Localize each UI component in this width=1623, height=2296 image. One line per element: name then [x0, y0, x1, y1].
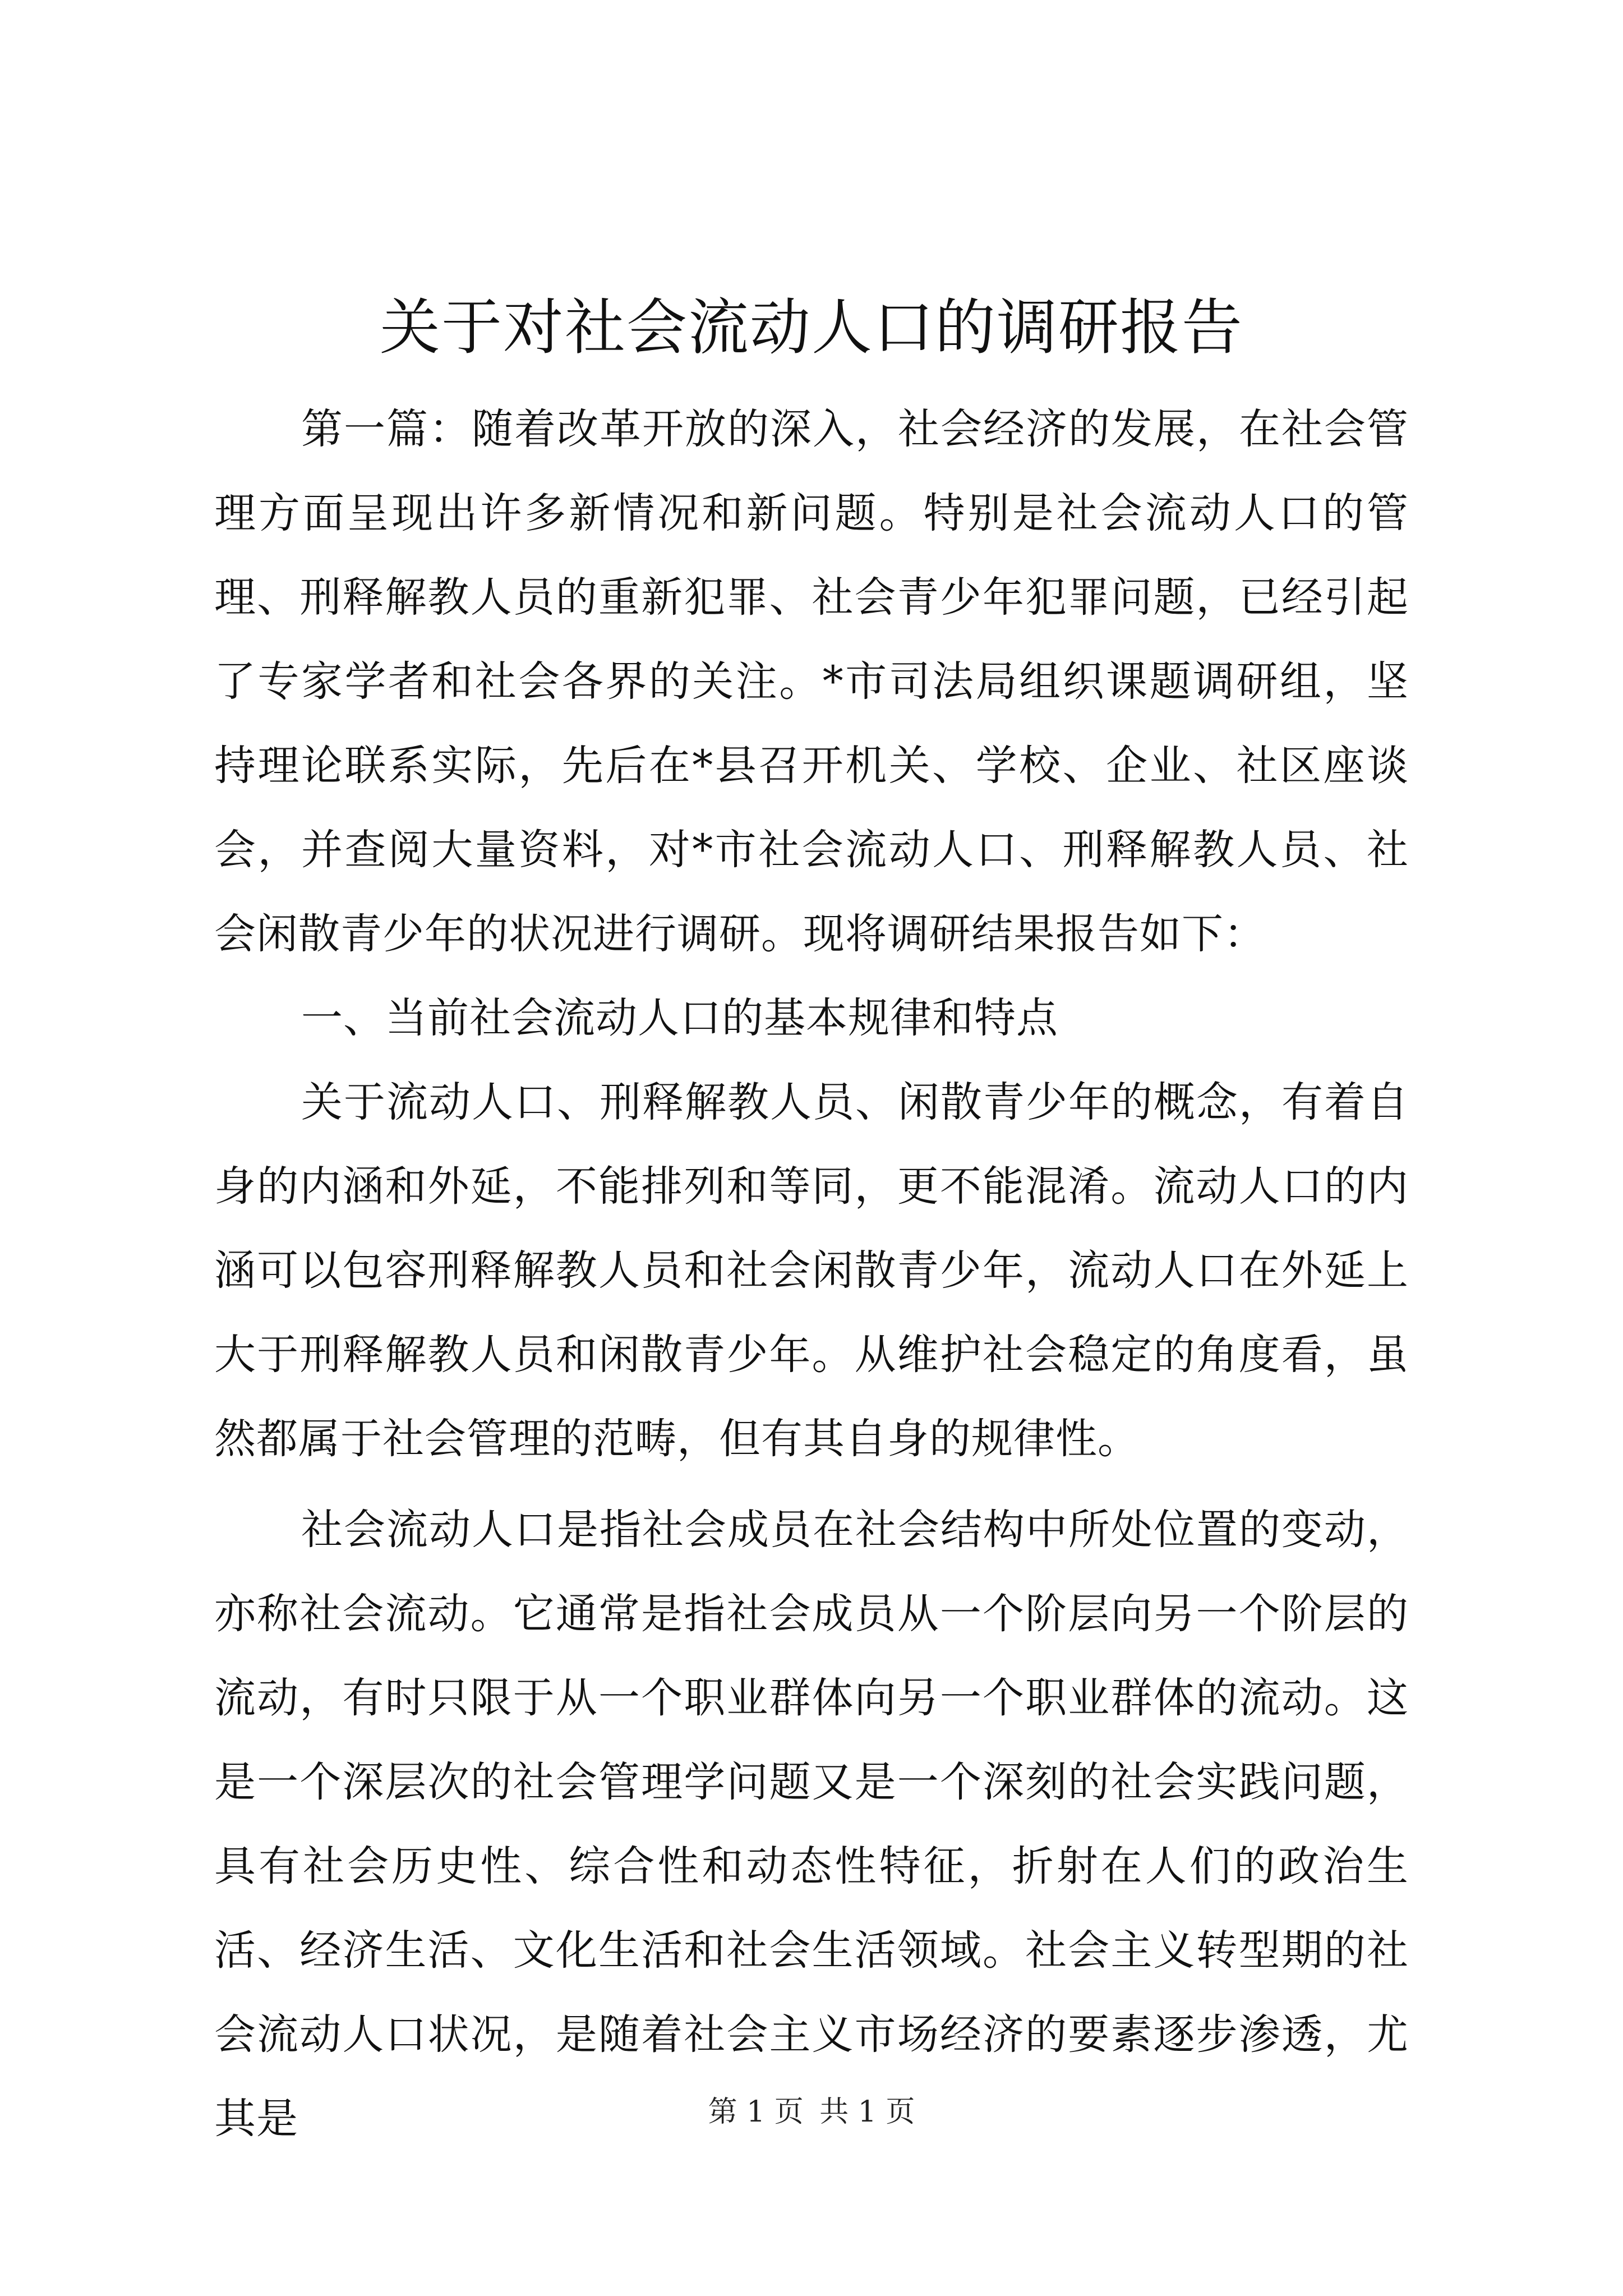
page-footer [0, 2092, 1623, 2132]
paragraph-concepts: 关于流动人口、刑释解教人员、闲散青少年的概念，有着自身的内涵和外延，不能排列和等同，更不能混淆。流动人口的内涵可以包容刑释解教人员和社会闲散青少年，流动人口在外延上大于刑释解教人员和闲散青少年。从维护社会稳定的角度看，虽然都属于社会管理的范畴，但有其自身的规律性。 [214, 1078, 1409, 1463]
page-total: 共 1 页 [819, 2095, 915, 2129]
page-number: 第 1 页 [708, 2095, 804, 2129]
section-heading: 一、当前社会流动人口的基本规律和特点 [301, 994, 1058, 1042]
document-body [214, 387, 1409, 2161]
paragraph-intro: 第一篇：随着改革开放的深入，社会经济的发展，在社会管理方面呈现出许多新情况和新问题。特别是社会流动人口的管理、刑释解教人员的重新犯罪、社会青少年犯罪问题，已经引起了专家学者和社会各界的关注。*市司法局组织课题调研组，坚持理论联系实际，先后在*县召开机关、学校、企业、社区座谈会，并查阅大量资料，对*市社会流动人口、刑释解教人员、社会闲散青少年的状况进行调研。现将调研结果报告如下： [214, 405, 1409, 958]
paragraph-definition: 社会流动人口是指社会成员在社会结构中所处位置的变动，亦称社会流动。它通常是指社会成员从一个阶层向另一个阶层的流动，有时只限于从一个职业群体向另一个职业群体的流动。这是一个深层次的社会管理学问题又是一个深刻的社会实践问题，具有社会历史性、综合性和动态性特征，折射在人们的政治生活、经济生活、文化生活和社会生活领域。社会主义转型期的社会流动人口状况，是随着社会主义市场经济的要素逐步渗透，尤其是 [214, 1506, 1409, 2143]
document-title: 关于对社会流动人口的调研报告 [379, 293, 1243, 363]
